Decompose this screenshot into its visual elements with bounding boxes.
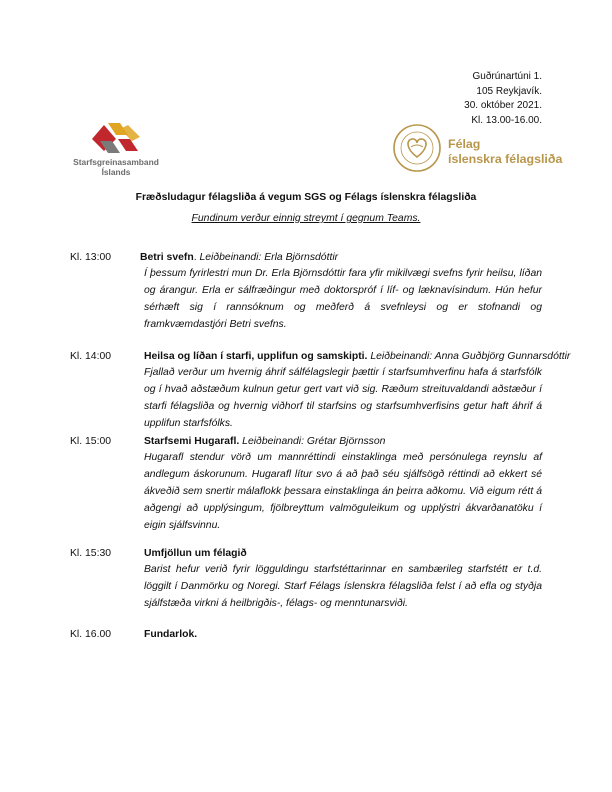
schedule-time: Kl. 15:30 bbox=[70, 548, 112, 559]
schedule-time: Kl. 14:00 bbox=[70, 351, 112, 362]
address-time: Kl. 13.00-16.00. bbox=[471, 114, 542, 126]
fel-name-line1: Félag bbox=[448, 137, 481, 151]
schedule-heading bbox=[140, 250, 538, 266]
schedule-description: Barist hefur verið fyrir lögguldingu starfstéttarinnar en sambærileg starfstétt er t.d. löggilt í Danmörku og Noregi. Starf Félags íslenskra félagsliða felst í að efla og styðja sjálfstæða virkni á heilbrigðis-, félags- og menntunarsviði. bbox=[144, 564, 542, 609]
schedule-leader: Leiðbeinandi: Anna Guðbjörg Gunnarsdóttir bbox=[370, 351, 571, 362]
address-block bbox=[464, 70, 542, 128]
schedule-title: Starfsemi Hugarafl. bbox=[144, 436, 240, 447]
schedule-leader: Leiðbeinandi: Grétar Björnsson bbox=[242, 436, 386, 447]
schedule-heading bbox=[144, 546, 542, 562]
sgs-logo-mark-icon bbox=[56, 121, 176, 157]
page-subtitle: Fundinum verður einnig streymt í gegnum Teams. bbox=[191, 213, 421, 224]
sgs-name-line2: Íslands bbox=[101, 167, 131, 177]
schedule-time: Kl. 16.00 bbox=[70, 629, 112, 640]
fel-name-line2: íslenskra félagsliða bbox=[448, 151, 563, 166]
schedule-description: Í þessum fyrirlestri mun Dr. Erla Björnsdóttir fara yfir mikilvægi svefns fyrir heilsu, líðan og árangur. Erla er sálfræðingur með doktorspróf í líf- og læknavísindum. Hún hefur sérhæft sig í rannsóknum og meðferð á svefnleysi og er stofnandi og framkvæmdastjóri Betri svefns. bbox=[144, 268, 542, 330]
sgs-name-line1: Starfsgreinasamband bbox=[73, 157, 159, 167]
schedule-title-suffix: . bbox=[193, 252, 197, 263]
schedule-leader: Leiðbeinandi: Erla Björnsdóttir bbox=[199, 252, 339, 263]
fel-logo bbox=[392, 123, 563, 175]
fel-seal-icon bbox=[392, 123, 442, 173]
schedule-time: Kl. 13:00 bbox=[70, 252, 112, 263]
schedule-title: Heilsa og líðan í starfi, upplifun og samskipti. bbox=[144, 351, 368, 362]
address-street: Guðrúnartúni 1. bbox=[472, 71, 542, 82]
schedule-title: Umfjöllun um félagið bbox=[144, 548, 247, 559]
page-title: Fræðsludagur félagsliða á vegum SGS og Félags íslenskra félagsliða bbox=[135, 192, 477, 203]
address-city: 105 Reykjavík. bbox=[476, 85, 542, 97]
address-date: 30. október 2021. bbox=[464, 100, 542, 111]
schedule-time: Kl. 15:00 bbox=[70, 436, 112, 447]
schedule-description: Fjallað verður um hvernig áhrif sálfélagslegir þættir í starfsumhverfinu hafa á starfsfólk og í hvað aðstæðum kulnun getur gert vart við sig. Ræðum streituvaldandi aðstæður í starfi félagsliða og hvernig viðhorf til starfsins og starfsumhverfisins getur haft áhrif á upplifun starfsfólks. bbox=[144, 367, 542, 429]
schedule-heading bbox=[144, 434, 542, 450]
schedule-title: Betri svefn bbox=[140, 252, 194, 263]
sgs-logo bbox=[56, 121, 176, 177]
schedule-title: Fundarlok. bbox=[144, 629, 198, 640]
schedule-heading bbox=[144, 349, 571, 365]
schedule-heading bbox=[144, 627, 542, 643]
schedule-description: Hugarafl stendur vörð um mannréttindi einstaklinga með persónulega reynslu af andlegum áskorunum. Hugarafl lítur svo á að það séu sjálfsögð réttindi að ekkert sé ákveðið sem snertir málaflokk þessara einstaklinga án þeirra aðkomu. Við eigum rétt á aðgengi að upplýsingum, fjölbreyttum valmöguleikum og upplýstri ákvarðanatöku í eigin sjálfsvinnu. bbox=[144, 452, 542, 531]
